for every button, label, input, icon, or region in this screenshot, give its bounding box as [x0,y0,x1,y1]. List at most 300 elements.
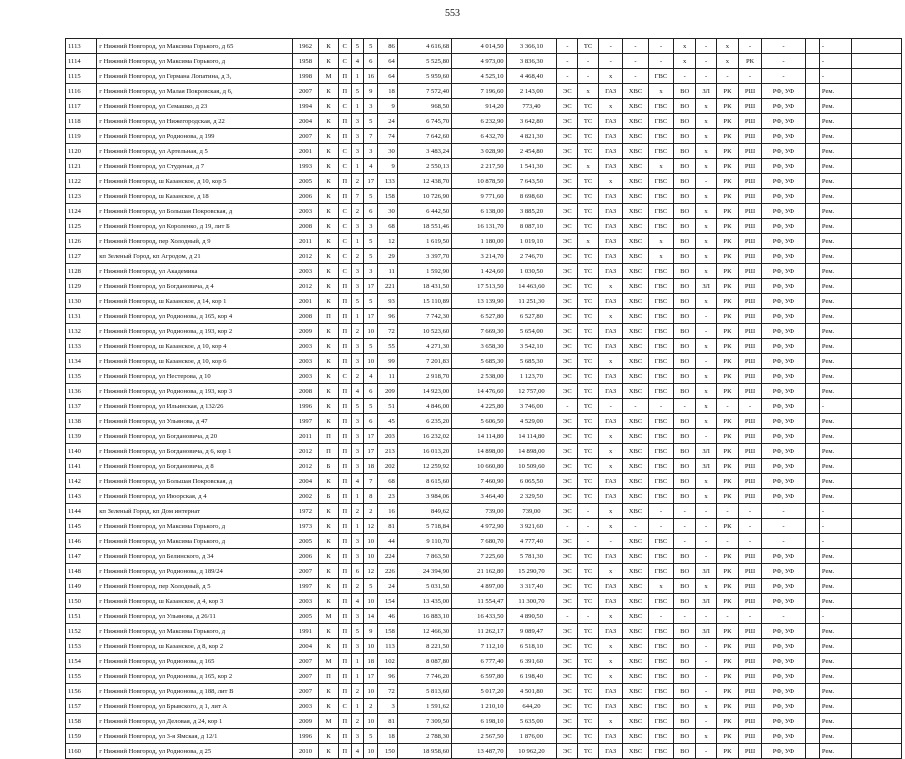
table-cell: Рем. [819,414,851,429]
table-cell: 2 [364,699,378,714]
table-cell: 81 [378,714,398,729]
table-cell [852,444,902,459]
table-cell: - [557,54,578,69]
table-cell: ГВС [648,744,673,759]
table-cell: Рем. [819,174,851,189]
table-cell: - [648,54,673,69]
table-cell: ТС [578,294,599,309]
table-cell: РК [716,519,738,534]
table-cell: ТС [578,144,599,159]
table-cell [806,564,820,579]
table-cell: ЭС [557,129,578,144]
table-cell: С [338,699,351,714]
table-cell: 3 [351,219,364,234]
table-cell: РК [716,729,738,744]
table-cell [852,324,902,339]
table-cell: ГВС [648,174,673,189]
table-cell: ВО [674,549,696,564]
table-cell: г Нижний Новгород, ул Богдановича, д 4 [97,279,292,294]
table-cell: 849,62 [397,504,451,519]
table-cell: П [319,669,339,684]
table-cell: 10 726,90 [397,189,451,204]
table-cell: 45 [378,414,398,429]
table-cell [852,279,902,294]
table-cell: 12 466,30 [397,624,451,639]
table-cell [852,99,902,114]
table-cell: 1135 [66,369,97,384]
table-cell: 1146 [66,534,97,549]
table-cell: К [319,339,339,354]
table-cell: РФ, УФ [762,144,806,159]
table-cell [806,639,820,654]
table-cell: К [319,549,339,564]
table-row [66,69,902,84]
table-cell: 14 898,00 [506,444,557,459]
table-cell: ЭС [557,444,578,459]
table-cell: 1157 [66,699,97,714]
table-cell: 1994 [292,99,319,114]
table-cell: РШ [738,489,761,504]
table-cell: ГВС [648,189,673,204]
table-cell: РК [716,249,738,264]
table-cell: Рем. [819,354,851,369]
table-cell: г Нижний Новгород, ш Казанское, д 8, кор 2 [97,639,292,654]
table-cell: Рем. [819,624,851,639]
table-cell: 8 087,10 [506,219,557,234]
table-cell: х [696,219,717,234]
table-cell [852,369,902,384]
table-cell: 64 [378,54,398,69]
table-cell: РФ, УФ [762,339,806,354]
table-cell [806,459,820,474]
table-cell: 13 435,00 [397,594,451,609]
table-cell: 3 [351,414,364,429]
table-cell: 2 [351,369,364,384]
table-cell: х [599,669,623,684]
table-cell [806,249,820,264]
table-cell: г Нижний Новгород, ул Брывского, д 1, лит А [97,699,292,714]
table-cell: ГАЗ [599,729,623,744]
table-cell: 1126 [66,234,97,249]
table-cell: 2 788,30 [397,729,451,744]
table-cell: 2 [364,504,378,519]
table-cell: - [696,39,717,54]
table-cell: 14 114,80 [506,429,557,444]
table-cell: ВО [674,339,696,354]
table-cell [852,234,902,249]
table-cell: х [696,189,717,204]
table-cell: ТС [578,204,599,219]
table-cell: 2004 [292,474,319,489]
table-cell: ЗЛ [696,594,717,609]
table-cell: 14 476,60 [452,384,506,399]
table-cell: ГВС [648,639,673,654]
table-cell: П [338,114,351,129]
table-cell: 17 513,50 [452,279,506,294]
table-cell: г Нижний Новгород, ш Казанское, д 14, кор 1 [97,294,292,309]
table-cell: РФ, УФ [762,729,806,744]
table-cell: 2012 [292,279,319,294]
table-cell: ВО [674,249,696,264]
table-cell: ГАЗ [599,219,623,234]
table-cell: ГАЗ [599,624,623,639]
table-cell: 3 984,06 [397,489,451,504]
table-cell: РФ, УФ [762,279,806,294]
table-cell: 2008 [292,384,319,399]
table-cell: ХВС [623,279,648,294]
table-cell: 1 [351,519,364,534]
table-cell: 1 [351,669,364,684]
table-cell: ВО [674,114,696,129]
table-cell: ГВС [648,369,673,384]
table-cell: х [599,609,623,624]
table-cell: П [338,639,351,654]
table-cell: ТС [578,459,599,474]
table-cell: 2011 [292,429,319,444]
table-cell: ГВС [648,534,673,549]
table-cell: С [338,204,351,219]
table-row [66,84,902,99]
table-cell: 24 394,90 [397,564,451,579]
table-cell: Рем. [819,264,851,279]
table-cell: 1150 [66,594,97,609]
table-cell: 4 501,80 [506,684,557,699]
table-cell: РК [716,624,738,639]
table-cell: 1149 [66,579,97,594]
table-cell: г Нижний Новгород, ш Казанское, д 4, кор 3 [97,594,292,609]
table-cell: х [599,279,623,294]
table-cell: С [338,264,351,279]
table-cell: 9 [364,84,378,99]
table-cell: 2 [351,249,364,264]
table-cell: РФ, УФ [762,384,806,399]
table-cell: 1118 [66,114,97,129]
table-cell: ВО [674,594,696,609]
table-cell: ГАЗ [599,684,623,699]
table-cell: 2007 [292,84,319,99]
table-cell: П [338,444,351,459]
table-cell [806,504,820,519]
table-cell [806,84,820,99]
table-cell [852,144,902,159]
table-cell: 2005 [292,609,319,624]
table-cell: РФ, УФ [762,399,806,414]
table-cell: - [674,504,696,519]
table-cell: 1 210,10 [452,699,506,714]
table-cell: Рем. [819,699,851,714]
table-cell: - [648,609,673,624]
table-cell: ВО [674,159,696,174]
table-cell: г Нижний Новгород, ул Академика [97,264,292,279]
table-cell: П [338,504,351,519]
table-cell: К [319,399,339,414]
table-cell: ГВС [648,339,673,354]
table-cell [806,429,820,444]
table-cell: 6 138,00 [452,204,506,219]
table-cell: г Нижний Новгород, ул Ильинская, д 132/26 [97,399,292,414]
table-cell: ТС [578,219,599,234]
table-cell: Рем. [819,474,851,489]
table-cell: ГВС [648,474,673,489]
table-cell: г Нижний Новгород, ул Германа Лопатина, д 3, [97,69,292,84]
table-cell: ЭС [557,384,578,399]
table-cell: РК [716,564,738,579]
table-cell: ТС [578,594,599,609]
table-cell: - [696,534,717,549]
table-cell [852,204,902,219]
table-cell [852,474,902,489]
table-cell: 2003 [292,264,319,279]
table-cell: П [319,309,339,324]
table-cell: 1997 [292,579,319,594]
table-cell: 4 [364,369,378,384]
table-cell: РК [716,684,738,699]
table-cell [806,159,820,174]
table-cell: ВО [674,684,696,699]
table-cell: 2001 [292,294,319,309]
table-cell: 2004 [292,639,319,654]
table-cell: 113 [378,639,398,654]
table-cell [852,549,902,564]
table-cell: 15 110,89 [397,294,451,309]
table-cell: - [819,504,851,519]
table-cell: х [648,249,673,264]
table-cell: РШ [738,459,761,474]
table-cell: 3 885,20 [506,204,557,219]
table-cell: ТС [578,639,599,654]
table-cell: РШ [738,189,761,204]
table-cell: ЭС [557,714,578,729]
table-cell [806,309,820,324]
table-cell: 2 143,00 [506,84,557,99]
table-cell: 739,00 [506,504,557,519]
table-cell: ЭС [557,369,578,384]
table-cell: 64 [378,69,398,84]
table-cell: ХВС [623,489,648,504]
table-cell: х [578,84,599,99]
table-cell: - [819,69,851,84]
table-cell [806,384,820,399]
table-cell: ХВС [623,579,648,594]
table-cell: г Нижний Новгород, ул Малая Покровская, д 6, [97,84,292,99]
table-cell: К [319,729,339,744]
table-cell: ГАЗ [599,129,623,144]
table-cell: х [578,234,599,249]
table-cell: 3 [351,549,364,564]
table-cell: ТС [578,369,599,384]
table-cell: - [762,54,806,69]
table-cell: ТС [578,729,599,744]
table-cell: РШ [738,114,761,129]
table-row [66,684,902,699]
table-cell: 2 329,50 [506,489,557,504]
table-cell: РШ [738,354,761,369]
table-cell: 5 [364,399,378,414]
table-cell: 1136 [66,384,97,399]
table-cell: 4 821,30 [506,129,557,144]
table-cell: - [696,714,717,729]
table-cell: г Нижний Новгород, ул Родионова, д 189/24 [97,564,292,579]
table-row [66,354,902,369]
table-cell: ГВС [648,549,673,564]
table-cell: ХВС [623,444,648,459]
table-cell: 4 972,90 [452,519,506,534]
table-cell [806,324,820,339]
table-cell: 2006 [292,189,319,204]
table-cell: 1 541,30 [506,159,557,174]
table-cell: 10 [364,594,378,609]
table-cell: М [319,69,339,84]
table-cell: ЭС [557,699,578,714]
table-cell: К [319,174,339,189]
table-cell: М [319,654,339,669]
table-row [66,639,902,654]
table-cell: - [623,69,648,84]
table-cell: ХВС [623,639,648,654]
table-row [66,159,902,174]
table-cell: К [319,264,339,279]
table-cell: 9 110,70 [397,534,451,549]
table-cell: г Нижний Новгород, ул Нижегородская, д 22 [97,114,292,129]
table-cell: 10 962,20 [506,744,557,759]
table-cell: х [648,159,673,174]
table-cell: К [319,324,339,339]
table-cell: 2006 [292,549,319,564]
table-cell: 1120 [66,144,97,159]
table-cell: ГВС [648,669,673,684]
table-cell: К [319,204,339,219]
table-cell: П [338,384,351,399]
table-cell: - [696,54,717,69]
table-cell: ЗЛ [696,279,717,294]
table-cell: ГАЗ [599,249,623,264]
table-cell: 17 [364,309,378,324]
table-cell: - [674,399,696,414]
table-cell: Рем. [819,654,851,669]
table-cell: 2 [351,504,364,519]
table-cell: Рем. [819,429,851,444]
table-cell: 4 846,00 [397,399,451,414]
table-row [66,99,902,114]
table-cell: 4 [364,159,378,174]
table-cell: ЭС [557,684,578,699]
table-cell: - [696,639,717,654]
table-cell: ВО [674,414,696,429]
table-cell: 5 606,50 [452,414,506,429]
table-cell: К [319,279,339,294]
table-cell: РК [716,99,738,114]
table-cell: Рем. [819,714,851,729]
table-cell: 9 771,60 [452,189,506,204]
table-cell: 4 [351,474,364,489]
table-cell: П [338,714,351,729]
table-cell: х [696,399,717,414]
table-cell: 1998 [292,69,319,84]
table-cell: 1 030,50 [506,264,557,279]
table-cell: ГВС [648,219,673,234]
table-cell: М [319,609,339,624]
table-cell: РШ [738,444,761,459]
table-cell: 644,20 [506,699,557,714]
table-cell: Рем. [819,729,851,744]
table-cell: ХВС [623,699,648,714]
table-row [66,39,902,54]
table-cell: Рем. [819,129,851,144]
table-cell: г Нижний Новгород, ул Максима Горького, д [97,54,292,69]
table-cell: РК [716,639,738,654]
table-cell: х [696,474,717,489]
table-cell: К [319,384,339,399]
table-cell: ВО [674,654,696,669]
table-cell: ВО [674,729,696,744]
table-cell: ГВС [648,384,673,399]
table-cell: г Нижний Новгород, ш Казанское, д 10, кор 5 [97,174,292,189]
table-cell: ТС [578,399,599,414]
table-cell: ГВС [648,429,673,444]
table-cell: С [338,144,351,159]
table-cell: РШ [738,369,761,384]
table-cell: Рем. [819,594,851,609]
table-cell: К [319,84,339,99]
table-cell: РФ, УФ [762,564,806,579]
table-cell: г Нижний Новгород, ул Максима Горького, д [97,519,292,534]
table-cell: ХВС [623,174,648,189]
table-row [66,414,902,429]
table-cell: РФ, УФ [762,159,806,174]
table-cell: - [578,69,599,84]
table-cell: 1993 [292,159,319,174]
table-cell: РК [716,594,738,609]
table-cell: РШ [738,234,761,249]
table-cell: 1996 [292,399,319,414]
table-cell: РК [716,669,738,684]
table-cell [852,654,902,669]
table-cell [806,54,820,69]
table-cell: - [599,399,623,414]
table-cell: 3 [351,429,364,444]
table-cell: 7 [364,129,378,144]
table-cell: 12 [364,519,378,534]
table-cell: 2003 [292,204,319,219]
table-cell: ТС [578,684,599,699]
table-row [66,144,902,159]
table-cell: х [696,249,717,264]
table-cell: ТС [578,99,599,114]
table-cell: 10 [364,744,378,759]
table-cell: ХВС [623,249,648,264]
table-cell: 7 863,50 [397,549,451,564]
table-cell [806,714,820,729]
table-cell: ХВС [623,354,648,369]
table-cell: 1143 [66,489,97,504]
table-cell: К [319,99,339,114]
table-cell: РФ, УФ [762,699,806,714]
table-cell: - [716,69,738,84]
table-cell: РФ, УФ [762,189,806,204]
table-cell: - [557,519,578,534]
table-cell [806,729,820,744]
table-cell: 7 460,90 [452,474,506,489]
table-cell: ГВС [648,324,673,339]
table-cell: 2003 [292,699,319,714]
table-cell: х [696,699,717,714]
table-cell: 5 [364,294,378,309]
table-cell: РФ, УФ [762,579,806,594]
table-cell: ГАЗ [599,744,623,759]
table-cell: ГВС [648,624,673,639]
table-cell: РК [716,234,738,249]
table-cell: П [338,279,351,294]
